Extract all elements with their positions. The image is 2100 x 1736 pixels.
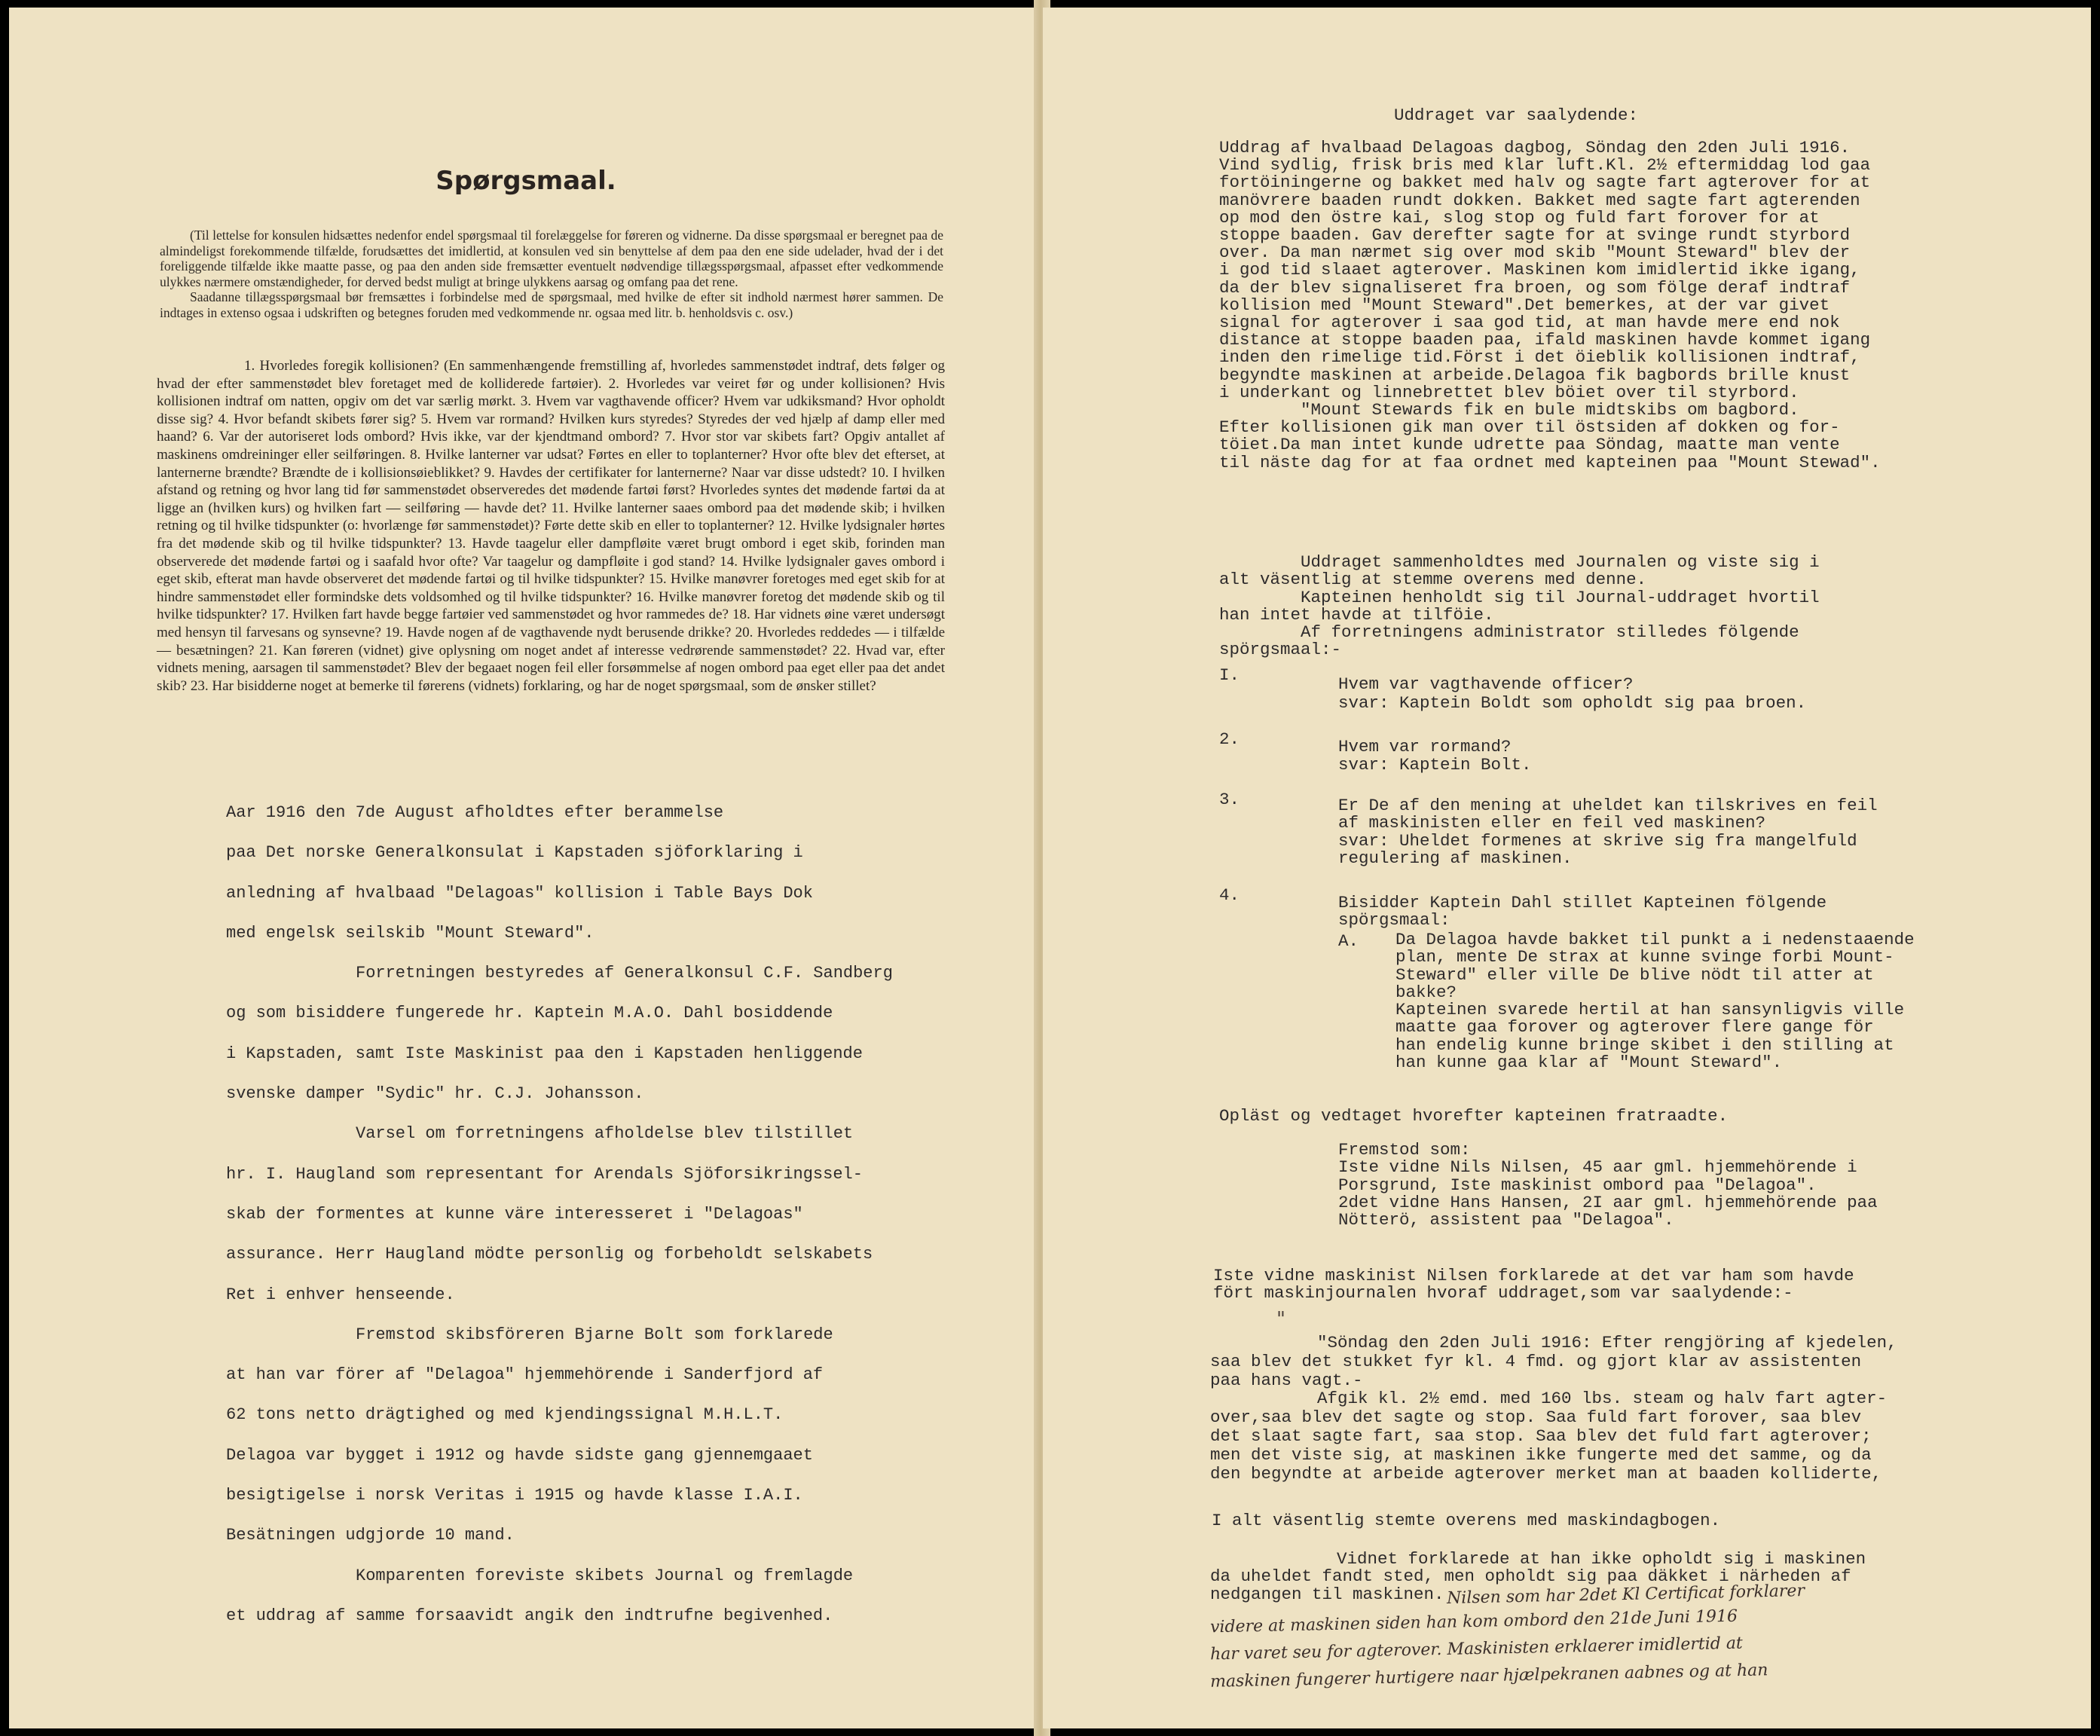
handwritten-line: videre at maskinen siden han kom ombord den 21de Juni 1916 (1209, 1606, 1738, 1637)
handwritten-line: har varet seu for agterover. Maskinisten erklaerer imidlertid at (1209, 1634, 1744, 1664)
logbook-line: begyndte maskinen at arbeide.Delagoa fik bagbords brille knust (1219, 365, 1851, 385)
narrative-line: Fremstod skibsföreren Bjarne Bolt som forklarede (356, 1325, 833, 1344)
read-approved: Opläst og vedtaget hvorefter kapteinen fratraadte. (1219, 1106, 1729, 1126)
final-statement-line: nedgangen til maskinen. (1210, 1584, 1444, 1604)
logbook-line: manövrere baaden rundt dokken. Bakket med sagte fart agterenden (1219, 190, 1860, 210)
comparison-line: spörgsmaal:- (1219, 640, 1342, 660)
preface-paragraph: (Til lettelse for konsulen hidsættes nedenfor endel spørgsmaal til forelæggelse for føreren og vidnerne. Da disse spørgsmaal er beregnet paa de almindeligst forekommende tilfælde, forudsættes det imidlertid, at konsulen ved sin benyttelse af dem paa den ene side udelader, hvad der i det foreliggende tilfælde ikke maatte passe, og paa den anden side fremsætter eventuelt nødvendige tillægsspørgsmaal, afpasset efter vedkommende ulykkes nærmere omstændigheder, for derved bedst muligt at bringe ulykkens aarsag og omfang paa det rene. (160, 228, 943, 289)
engine-log-line: men det viste sig, at maskinen ikke fungerte med det samme, og da (1210, 1444, 1872, 1465)
comparison-text (1219, 554, 1820, 659)
sub-question-label: A. (1338, 931, 1359, 951)
narrative-line: hr. I. Haugland som representant for Arendals Sjöforsikringssel- (226, 1164, 863, 1184)
sub-question-line: Da Delagoa havde bakket til punkt a i nedenstaaende (1395, 930, 1915, 949)
sub-question-block (1395, 931, 1915, 1071)
engine-log-line: Afgik kl. 2½ emd. med 160 lbs. steam og halv fart agter- (1317, 1389, 1888, 1409)
comparison-line: Af forretningens administrator stilledes fölgende (1219, 622, 1799, 643)
question-block (1338, 894, 1826, 930)
sub-question-line: Steward" eller ville De blive nödt til atter at (1395, 964, 1874, 985)
answer-line: maatte gaa forover og agterover flere gange för (1395, 1017, 1874, 1038)
question-number: 2. (1219, 729, 1240, 749)
logbook-line: til näste dag for at faa ordnet med kapteinen paa "Mount Stewad". (1219, 452, 1881, 472)
logbook-line: da der blev signaliseret fra broen, og som fölge deraf indtraf (1219, 277, 1851, 298)
question-line: Er De af den mening at uheldet kan tilskrives en feil (1338, 796, 1878, 815)
logbook-line: Vind sydlig, frisk bris med klar luft.Kl. 2½ eftermiddag lod gaa (1219, 155, 1871, 176)
page-title: Spørgsmaal. (436, 166, 616, 196)
logbook-line: Efter kollisionen gik man over til östsiden af dokken og for- (1219, 417, 1840, 438)
witness-line: Porsgrund, Iste maskinist ombord paa "Delagoa". (1338, 1175, 1817, 1195)
narrative-line: at han var förer af "Delagoa" hjemmehörende i Sanderfjord af (226, 1365, 824, 1385)
preface-text (160, 228, 943, 321)
answer-line: han kunne gaa klar af "Mount Steward". (1395, 1053, 1783, 1073)
narrative-line: svenske damper "Sydic" hr. C.J. Johansson. (226, 1084, 644, 1104)
logbook-line: stoppe baaden. Gav derefter sagte for at svinge rundt styrbord (1219, 225, 1851, 246)
narrative-line: Komparenten foreviste skibets Journal og fremlagde (356, 1566, 854, 1585)
narrative-line: Forretningen bestyredes af Generalkonsul C.F. Sandberg (356, 964, 893, 983)
narrative-line: Delagoa var bygget i 1912 og havde sidste gang gjennemgaaet (226, 1445, 813, 1465)
narrative-line: Varsel om forretningens afholdelse blev tilstillet (356, 1124, 854, 1144)
sub-question-line: plan, mente De strax at kunne svinge forbi Mount- (1395, 947, 1894, 967)
answer-line: Kapteinen svarede hertil at han sansynligvis ville (1395, 1000, 1905, 1020)
narrative-line: 62 tons netto drägtighed og med kjendingssignal M.H.L.T. (226, 1405, 784, 1425)
witness-list (1338, 1142, 1878, 1229)
witness-line: Nötterö, assistent paa "Delagoa". (1338, 1210, 1674, 1230)
engine-log-line: det slaat sagte fart, saa stop. Saa blev det fuld fart agterover; (1210, 1426, 1872, 1446)
logbook-extract (1219, 139, 1881, 472)
answer-text: svar: Kaptein Boldt som opholdt sig paa broen. (1338, 693, 1807, 713)
engineer-intro-line: fört maskinjournalen hvoraf uddraget,som var saalydende:- (1213, 1283, 1793, 1304)
logbook-line: signal for agterover i saa god tid, at man havde mere end nok (1219, 313, 1840, 333)
witness-line: Fremstod som: (1338, 1140, 1471, 1160)
logbook-line: töiet.Da man intet kunde udrette paa Söndag, maatte man vente (1219, 435, 1840, 455)
engineer-intro (1213, 1267, 1854, 1303)
answer-line: svar: Uheldet formenes at skrive sig fra mangelfuld (1338, 830, 1857, 851)
logbook-line: Uddrag af hvalbaad Delagoas dagbog, Söndag den 2den Juli 1916. (1219, 138, 1851, 157)
preface-paragraph: Saadanne tillægsspørgsmaal bør fremsættes i forbindelse med de spørgsmaal, med hvilke de efter sit indhold nærmest hører sammen. De indtages in extenso ogsaa i udskriften og betegnes foruden med vedkommende nr. ogsaa med litr. b. henholdsvis c. osv.) (160, 289, 943, 320)
engine-log-line: paa hans vagt.- (1210, 1370, 1363, 1390)
logbook-line: distance at stoppe baaden paa, ifald maskinen havde kommet igang (1219, 330, 1871, 350)
logbook-line: i god tid slaaet agterover. Maskinen kom imidlertid ikke igang, (1219, 260, 1860, 280)
hearing-narrative (226, 793, 1017, 1636)
questions-list (157, 357, 945, 695)
answer-text: svar: Kaptein Bolt. (1338, 755, 1532, 775)
narrative-line: besigtigelse i norsk Veritas i 1915 og havde klasse I.A.I. (226, 1486, 803, 1505)
engineer-intro-line: Iste vidne maskinist Nilsen forklarede at det var ham som havde (1213, 1266, 1854, 1285)
comparison-line: Uddraget sammenholdtes med Journalen og viste sig i (1219, 552, 1820, 572)
comparison-line: alt väsentlig at stemme overens med denne. (1219, 570, 1647, 590)
question-line: spörgsmaal: (1338, 910, 1450, 931)
sub-question-line: bakke? (1395, 982, 1457, 1002)
logbook-line: over. Da man nærmet sig over mod skib "Mount Steward" blev der (1219, 243, 1851, 263)
logbook-line: inden den rimelige tid.Först i det öieblik kollisionen indtraf, (1219, 347, 1860, 368)
question-text: Hvem var vagthavende officer? (1338, 674, 1634, 694)
narrative-line: Aar 1916 den 7de August afholdtes efter berammelse (226, 803, 724, 822)
question-block (1338, 797, 1878, 867)
narrative-line: paa Det norske Generalkonsulat i Kapstaden sjöforklaring i (226, 843, 803, 863)
logbook-line: kollision med "Mount Steward".Det bemerkes, at der var givet (1219, 295, 1830, 315)
narrative-line: Ret i enhver henseende. (226, 1285, 455, 1304)
handwritten-line: maskinen fungerer hurtigere naar hjælpekranen aabnes og at han (1209, 1661, 1768, 1692)
questions-text: 1. Hvorledes foregik kollisionen? (En sammenhængende fremstilling af, hvorledes sammenstødet indtraf, dets følger og hvad der efter sammenstødet blev foretaget med de kolliderede fartøier). 2. Hvorledes var veiret før og under kollisionen? Hvis kollisionen indtraf om natten, opgiv om det var særlig mørkt. 3. Hvem var vagthavende officer? Hvem var udkiksmand? Hvor opholdt disse sig? 4. Hvor befandt skibets fører sig? 5. Hvem var rormand? Hvilken kurs styredes? Styredes der ved hjælp af damp eller med haand? 6. Var der autoriseret lods ombord? Hvis ikke, var der kjendtmand ombord? 7. Hvor stor var skibets fart? Opgiv antallet af maskinens omdreininger eller seilføringen. 8. Hvilke lanterner var udsat? Førtes en eller to toplanterner? Hvor ofte blev det efterset, at lanternerne brændte? Brændte de i kollisionsøieblikket? 9. Havdes der certifikater for lanternerne? Naar var disse udstedt? 10. I hvilken afstand og retning og hvor lang tid før sammenstødet observeredes det mødende fartøi først? Hvorledes syntes det mødende fartøi da at ligge an (hvilken kurs) og hvilken fart — seilføring — havde det? 11. Hvilke lanterner saaes ombord paa det mødende skib; i hvilken retning og til hvilke tidspunkter (o: hvorlænge før sammenstødet)? Førte dette skib en eller to toplanterner? 12. Hvilke lydsignaler hørtes fra det mødende skib og til hvilke tidspunkter? 13. Havde taagelur eller dampfløite været brugt ombord i eget skib, forinden man observerede det mødende fartøi og i saafald hvor ofte? Var taagelur og dampfløite i god stand? 14. Hvilke lydsignaler gaves ombord i eget skib, efterat man havde observeret det mødende fartøi og til hvilke tidspunkter? 15. Hvilke manøvrer foretoges med eget skib for at hindre sammenstødet eller formindske dets voldsomhed og til hvilke tidspunkter? 16. Hvilke manøvrer foretog det mødende skib og til hvilke tidspunkter? 17. Hvilken fart havde begge fartøier ved sammenstødet og hvor rammedes de? 18. Har vidnets øine været undersøgt med hensyn til farvesans og synsevne? 19. Havde nogen af de vagthavende nydt berusende drikke? 20. Hvorledes reddedes — i tilfælde — besætningen? 21. Kan føreren (vidnet) give oplysning om noget andet af interesse vedrørende sammenstødet? 22. Hvad var, efter vidnets mening, aarsagen til sammenstødet? Blev der begaaet nogen feil eller forsømmelse af nogen ombord paa eget eller paa det andet skib? 23. Har bisidderne noget at bemerke til førerens (vidnets) forklaring, og har de noget spørgsmaal, som de ønsker stillet? (157, 358, 945, 694)
engine-log-line: over,saa blev det sagte og stop. Saa fuld fart forover, saa blev (1210, 1407, 1862, 1428)
left-page (9, 8, 1043, 1728)
question-number: 3. (1219, 790, 1240, 809)
engine-log-line: den begyndte at arbeide agterover merket man at baaden kolliderte, (1210, 1463, 1882, 1484)
handwritten-line: Nilsen som har 2det Kl Certificat forklarer (1446, 1582, 1805, 1608)
quote-mark: " (1276, 1308, 1285, 1331)
question-number: I. (1219, 665, 1240, 685)
witness-line: Iste vidne Nils Nilsen, 45 aar gml. hjemmehörende i (1338, 1157, 1857, 1178)
narrative-line: skab der formentes at kunne väre interesseret i "Delagoas" (226, 1204, 803, 1224)
extract-heading: Uddraget var saalydende: (1394, 105, 1639, 125)
final-statement-line: da uheldet fandt sted, men opholdt sig paa däkket i närheden af (1210, 1566, 1851, 1587)
narrative-line: et uddrag af samme forsaavidt angik den indtrufne begivenhed. (226, 1606, 833, 1625)
logbook-line: "Mount Stewards fik en bule midtskibs om bagbord. (1219, 400, 1799, 420)
logbook-line: op mod den östre kai, slog stop og fuld fart forover for at (1219, 207, 1820, 228)
engine-log-line: saa blev det stukket fyr kl. 4 fmd. og gjort klar av assistenten (1210, 1351, 1862, 1371)
narrative-line: med engelsk seilskib "Mount Steward". (226, 923, 595, 943)
question-line: Bisidder Kaptein Dahl stillet Kapteinen fölgende (1338, 893, 1827, 912)
narrative-line: i Kapstaden, samt Iste Maskinist paa den i Kapstaden henliggende (226, 1044, 863, 1063)
comparison-line: han intet havde at tilföie. (1219, 604, 1494, 625)
narrative-line: assurance. Herr Haugland mödte personlig og forbeholdt selskabets (226, 1245, 873, 1264)
engine-log-line: "Söndag den 2den Juli 1916: Efter rengjöring af kjedelen, (1317, 1333, 1897, 1352)
final-statement-line: Vidnet forklarede at han ikke opholdt sig i maskinen (1337, 1549, 1866, 1569)
comparison-line: Kapteinen henholdt sig til Journal-uddraget hvortil (1219, 587, 1820, 607)
engine-log (1210, 1334, 1897, 1483)
narrative-line: Besätningen udgjorde 10 mand. (226, 1526, 515, 1545)
witness-line: 2det vidne Hans Hansen, 2I aar gml. hjemmehörende paa (1338, 1192, 1878, 1212)
logbook-line: fortöiningerne og bakket med halv og sagte fart agterover for at (1219, 173, 1871, 193)
narrative-line: anledning af hvalbaad "Delagoas" kollision i Table Bays Dok (226, 883, 813, 903)
question-text: Hvem var rormand? (1338, 737, 1512, 756)
question-number: 4. (1219, 885, 1240, 905)
answer-line: regulering af maskinen. (1338, 848, 1573, 868)
logbook-line: i underkant og linnebrettet blev böiet over til styrbord. (1219, 382, 1799, 402)
answer-line: han endelig kunne bringe skibet i den stilling at (1395, 1035, 1894, 1055)
narrative-line: og som bisiddere fungerede hr. Kaptein M.A.O. Dahl bosiddende (226, 1004, 833, 1023)
conclusion-line: I alt väsentlig stemte overens med maskindagbogen. (1212, 1511, 1721, 1530)
question-line: af maskinisten eller en feil ved maskinen? (1338, 813, 1766, 833)
